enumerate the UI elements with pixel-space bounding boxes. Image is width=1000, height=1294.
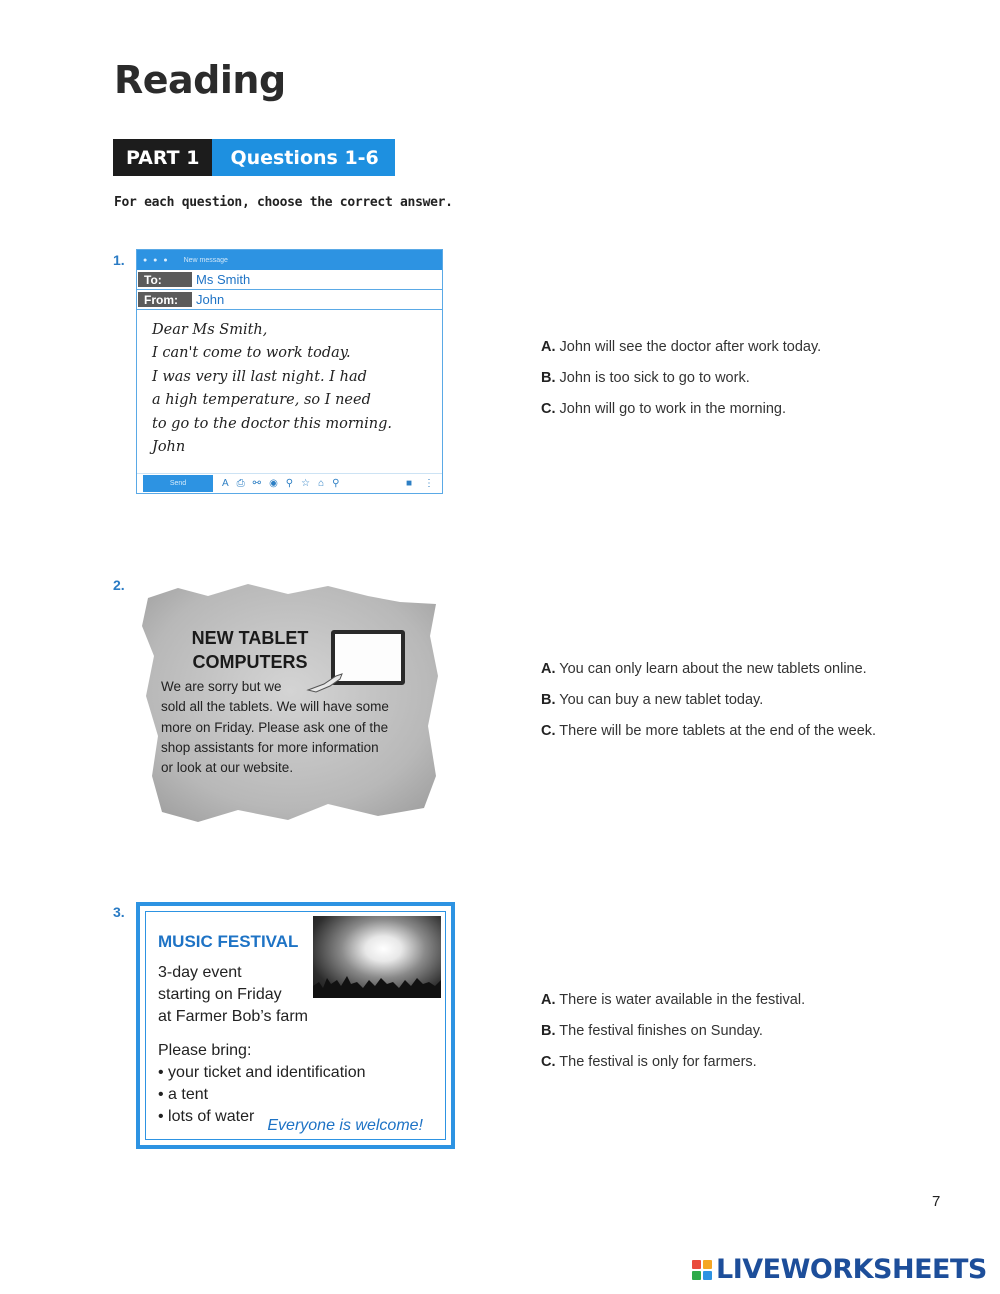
option-c[interactable]: C. There will be more tablets at the end of the week.: [541, 723, 877, 739]
email-from-value: John: [196, 292, 225, 307]
email-from-row: [137, 290, 442, 310]
email-toolbar: [137, 473, 442, 493]
window-dots-icon: ● ● ●: [143, 256, 170, 264]
part-banner: [113, 139, 395, 176]
festival-poster: [136, 902, 455, 1149]
crowd-silhouette: [313, 968, 441, 998]
brand-logo-icon: [692, 1260, 712, 1280]
question-3-options: [541, 992, 805, 1085]
email-line: Dear Ms Smith,: [152, 322, 268, 338]
question-1-options: [541, 339, 821, 432]
tablet-notice: [138, 576, 440, 828]
option-b[interactable]: B. The festival finishes on Sunday.: [541, 1023, 763, 1039]
camera-icon: ◉: [269, 478, 278, 489]
text-format-icon: A: [222, 478, 229, 489]
star-icon: ☆: [301, 478, 311, 489]
concert-photo: [313, 916, 441, 998]
question-2-number: 2.: [113, 577, 125, 593]
option-a[interactable]: A. John will see the doctor after work today.: [541, 339, 822, 355]
trash-icon: ■: [405, 478, 412, 489]
option-b[interactable]: B. John is too sick to go to work.: [541, 370, 750, 386]
email-titlebar: [137, 250, 442, 270]
poster-welcome: Everyone is welcome!: [267, 1117, 423, 1134]
email-to-value: Ms Smith: [196, 272, 251, 287]
option-b[interactable]: B. You can buy a new tablet today.: [541, 692, 764, 708]
location-icon: ⚲: [285, 478, 294, 489]
email-body: [137, 310, 442, 475]
email-to-label: To:: [138, 272, 192, 287]
email-line: I can't come to work today.: [152, 345, 351, 362]
email-card: [136, 249, 443, 494]
email-to-row: [137, 270, 442, 290]
poster-details: 3-day event starting on Friday at Farmer Bob’s farm: [158, 964, 308, 1025]
email-line: I was very ill last night. I had: [152, 368, 367, 385]
instruction: For each question, choose the correct answer.: [114, 195, 453, 210]
email-line: John: [152, 439, 186, 456]
brand-name: LIVEWORKSHEETS: [716, 1254, 987, 1285]
attach-icon: ⎙: [236, 478, 245, 489]
part-questions: Questions 1-6: [212, 139, 394, 176]
question-3-number: 3.: [113, 904, 125, 920]
notice-title: NEW TABLET COMPUTERS: [191, 628, 309, 672]
more-icon: ⋮: [424, 478, 434, 489]
email-line: a high temperature, so I need: [152, 392, 371, 409]
page-title: Reading: [114, 58, 286, 102]
liveworksheets-logo[interactable]: [692, 1254, 987, 1285]
email-line: to go to the doctor this morning.: [152, 415, 393, 432]
share-icon: ⚯: [252, 478, 262, 489]
option-a[interactable]: A. You can only learn about the new tablets online.: [541, 661, 867, 677]
poster-bring-list: Please bring: • your ticket and identification • a tent • lots of water: [158, 1042, 366, 1125]
question-2-options: [541, 661, 876, 754]
option-a[interactable]: A. There is water available in the festival.: [541, 992, 806, 1008]
notice-text: We are sorry but we sold all the tablets. We will have some more on Friday. Please ask one of the shop assistants for more information or look at our website.: [161, 679, 389, 776]
page-number: 7: [932, 1193, 941, 1210]
option-c[interactable]: C. John will go to work in the morning.: [541, 401, 787, 417]
email-from-label: From:: [138, 292, 192, 307]
question-1-number: 1.: [113, 252, 125, 268]
option-c[interactable]: C. The festival is only for farmers.: [541, 1054, 757, 1070]
part-label: PART 1: [113, 139, 212, 176]
send-button: Send: [143, 475, 213, 492]
search-icon: ⚲: [332, 478, 340, 489]
home-icon: ⌂: [318, 478, 325, 489]
poster-title: MUSIC FESTIVAL: [158, 932, 299, 951]
email-window-title: New message: [183, 256, 228, 264]
